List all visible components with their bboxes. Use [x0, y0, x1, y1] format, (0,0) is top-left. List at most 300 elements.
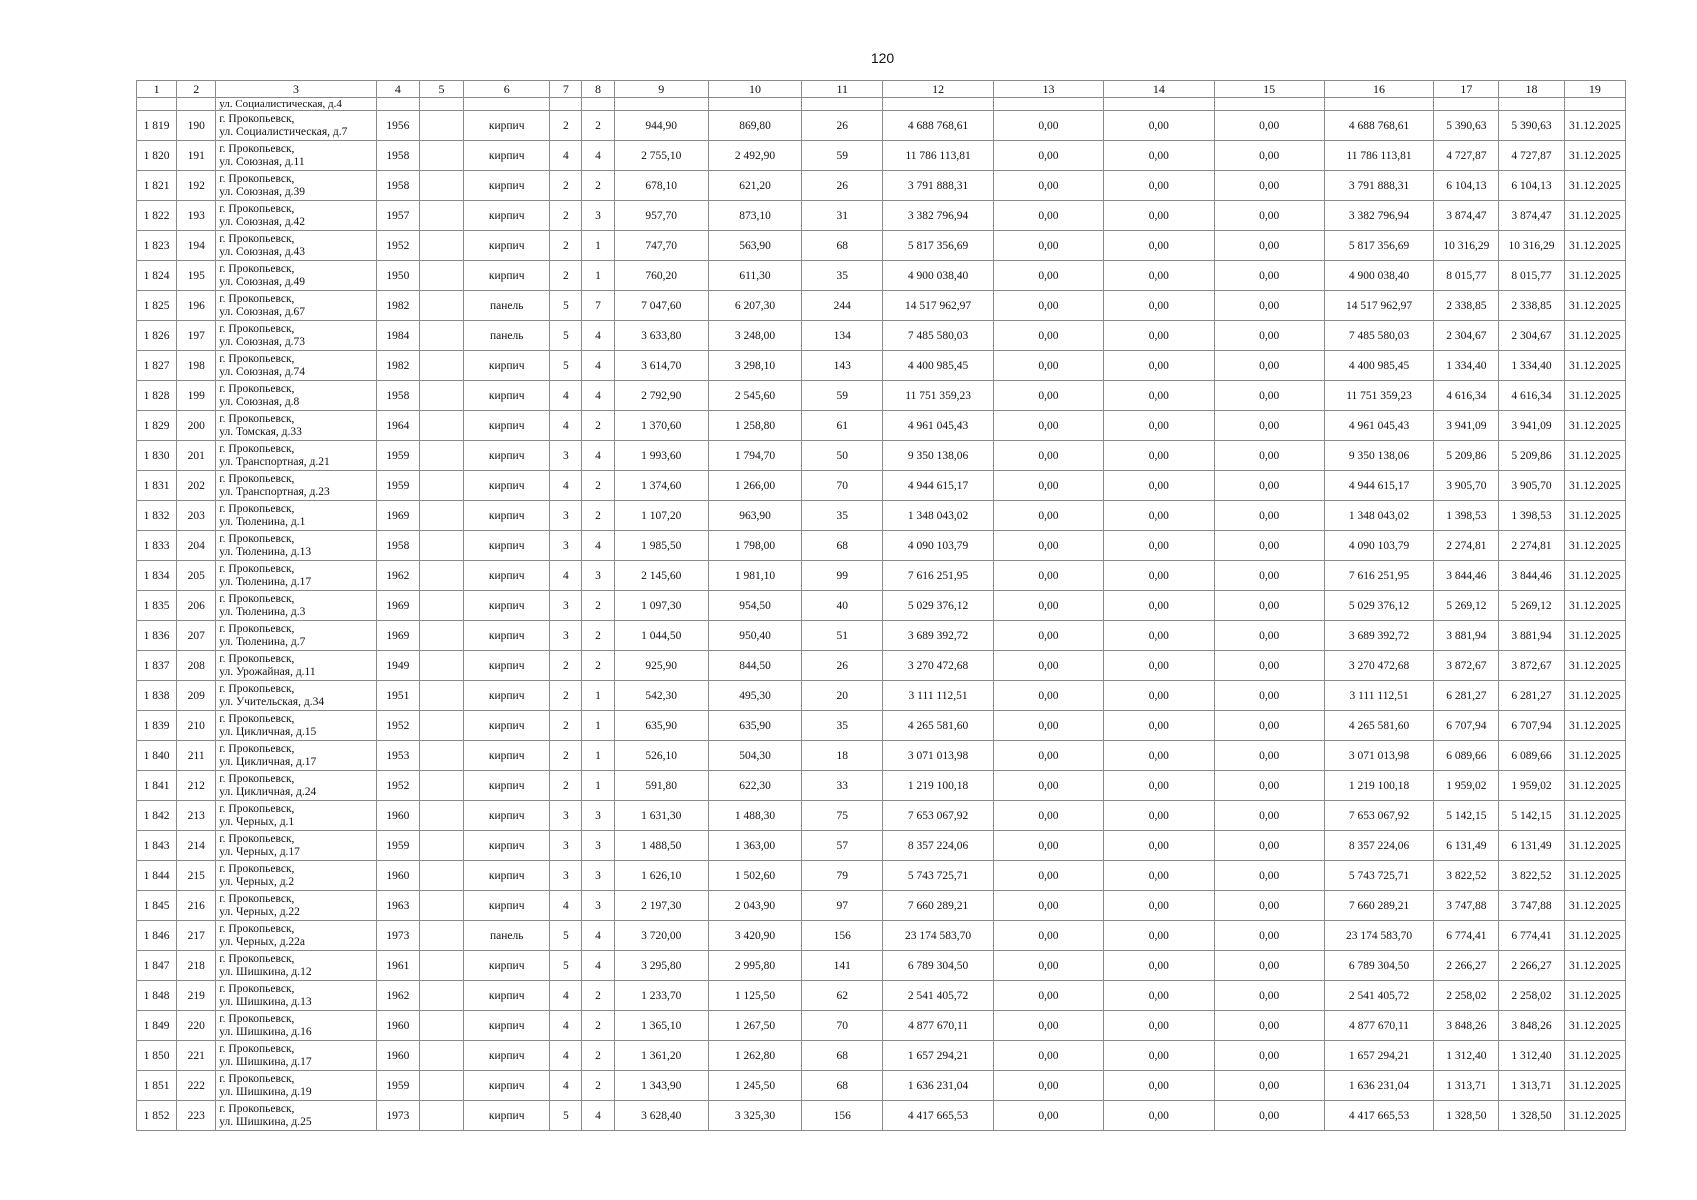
table-cell: 214	[177, 831, 216, 861]
table-cell: 3 298,10	[708, 351, 801, 381]
column-header: 14	[1104, 81, 1214, 98]
table-cell: 61	[802, 411, 883, 441]
table-cell-empty	[419, 231, 463, 261]
address-cell	[216, 801, 377, 831]
table-cell: 0,00	[993, 591, 1103, 621]
table-cell: 4	[550, 1011, 582, 1041]
table-cell: 1 488,30	[708, 801, 801, 831]
table-cell: 747,70	[614, 231, 708, 261]
table-cell: 31.12.2025	[1564, 591, 1625, 621]
table-cell: 1 852	[137, 1101, 177, 1131]
table-cell: 1 829	[137, 411, 177, 441]
table-cell: 3	[550, 861, 582, 891]
table-cell: 0,00	[1214, 501, 1324, 531]
table-cell: 0,00	[1104, 111, 1214, 141]
table-cell: панель	[464, 321, 550, 351]
table-row	[137, 921, 1626, 951]
table-cell: 0,00	[1214, 981, 1324, 1011]
table-cell: 2 197,30	[614, 891, 708, 921]
table-cell: 143	[802, 351, 883, 381]
table-row	[137, 381, 1626, 411]
table-cell-empty	[419, 1101, 463, 1131]
table-cell: 0,00	[1104, 321, 1214, 351]
table-cell: 6 281,27	[1434, 681, 1499, 711]
address-city: г. Прокопьевск,	[219, 802, 295, 815]
table-cell: 0,00	[1214, 921, 1324, 951]
table-cell: 3 747,88	[1499, 891, 1564, 921]
address-cell	[216, 651, 377, 681]
table-cell: 2 492,90	[708, 141, 801, 171]
address-cell	[216, 1071, 377, 1101]
table-cell: 3 844,46	[1499, 561, 1564, 591]
table-cell: 0,00	[993, 981, 1103, 1011]
table-cell: 1 107,20	[614, 501, 708, 531]
table-cell: 3	[550, 531, 582, 561]
column-header: 18	[1499, 81, 1564, 98]
table-cell: 7	[582, 291, 614, 321]
table-cell: 3 872,67	[1434, 651, 1499, 681]
table-cell: 26	[802, 111, 883, 141]
address-street: ул. Союзная, д.67	[219, 305, 306, 318]
table-cell: 1 219 100,18	[883, 771, 993, 801]
table-cell: 211	[177, 741, 216, 771]
table-cell: 156	[802, 1101, 883, 1131]
address-city: г. Прокопьевск,	[219, 352, 295, 365]
table-cell: 1984	[376, 321, 419, 351]
table-cell: 6 089,66	[1434, 741, 1499, 771]
table-cell: кирпич	[464, 141, 550, 171]
table-cell: 1 841	[137, 771, 177, 801]
address-cell	[216, 561, 377, 591]
table-cell: 1 219 100,18	[1324, 771, 1433, 801]
table-cell: 31.12.2025	[1564, 741, 1625, 771]
table-cell: 31.12.2025	[1564, 321, 1625, 351]
table-cell: 0,00	[1104, 741, 1214, 771]
table-cell: 1 844	[137, 861, 177, 891]
table-cell: 1957	[376, 201, 419, 231]
table-cell: 31.12.2025	[1564, 621, 1625, 651]
table-cell: 4 400 985,45	[883, 351, 993, 381]
table-cell: 1 266,00	[708, 471, 801, 501]
table-cell: 3 881,94	[1434, 621, 1499, 651]
table-cell: кирпич	[464, 471, 550, 501]
address-street: ул. Цикличная, д.15	[219, 725, 317, 738]
address-city: г. Прокопьевск,	[219, 562, 295, 575]
table-cell: 31.12.2025	[1564, 141, 1625, 171]
table-cell: 2	[550, 651, 582, 681]
table-cell: 3	[550, 441, 582, 471]
table-cell: 4	[550, 471, 582, 501]
table-cell: 223	[177, 1101, 216, 1131]
table-cell: 0,00	[993, 381, 1103, 411]
table-cell: 1	[582, 771, 614, 801]
table-row	[137, 531, 1626, 561]
table-cell: 0,00	[1104, 1011, 1214, 1041]
table-cell: 198	[177, 351, 216, 381]
table-cell: 2 545,60	[708, 381, 801, 411]
table-cell-empty	[419, 261, 463, 291]
table-cell: кирпич	[464, 831, 550, 861]
table-row	[137, 771, 1626, 801]
address-city: г. Прокопьевск,	[219, 772, 295, 785]
table-cell: кирпич	[464, 771, 550, 801]
table-cell: 7 485 580,03	[1324, 321, 1433, 351]
table-cell: 192	[177, 171, 216, 201]
table-cell: 1951	[376, 681, 419, 711]
table-cell: 0,00	[1104, 801, 1214, 831]
table-cell-empty	[419, 141, 463, 171]
address-street: ул. Тюленина, д.17	[219, 575, 312, 588]
table-row	[137, 231, 1626, 261]
address-city: г. Прокопьевск,	[219, 502, 295, 515]
address-cell	[216, 501, 377, 531]
table-cell: 1 312,40	[1434, 1041, 1499, 1071]
table-cell: 1963	[376, 891, 419, 921]
table-cell: 0,00	[1214, 1041, 1324, 1071]
continued-address: ул. Социалистическая, д.4	[216, 98, 377, 111]
table-cell: 1 820	[137, 141, 177, 171]
table-cell: 209	[177, 681, 216, 711]
page-number: 120	[870, 50, 895, 66]
table-cell: 563,90	[708, 231, 801, 261]
table-cell: 2 274,81	[1499, 531, 1564, 561]
table-cell: 6 131,49	[1499, 831, 1564, 861]
table-cell: 3 941,09	[1499, 411, 1564, 441]
table-cell: 3 248,00	[708, 321, 801, 351]
table-cell: 199	[177, 381, 216, 411]
table-cell: 1	[582, 741, 614, 771]
address-city: г. Прокопьевск,	[219, 952, 295, 965]
address-city: г. Прокопьевск,	[219, 592, 295, 605]
table-cell: 1950	[376, 261, 419, 291]
table-cell: 31.12.2025	[1564, 471, 1625, 501]
table-cell: 215	[177, 861, 216, 891]
table-cell: 1 657 294,21	[1324, 1041, 1433, 1071]
table-cell-empty	[419, 831, 463, 861]
table-cell: 0,00	[1214, 351, 1324, 381]
table-cell: 31.12.2025	[1564, 531, 1625, 561]
table-cell: 4	[582, 321, 614, 351]
table-cell: 0,00	[993, 411, 1103, 441]
table-cell: 950,40	[708, 621, 801, 651]
table-cell: 0,00	[1214, 1101, 1324, 1131]
table-cell: 1 959,02	[1499, 771, 1564, 801]
table-cell: 4	[582, 351, 614, 381]
table-cell: 760,20	[614, 261, 708, 291]
table-cell: 4	[550, 1041, 582, 1071]
table-cell: 2	[582, 501, 614, 531]
table-cell: 0,00	[993, 291, 1103, 321]
table-cell: 6 789 304,50	[883, 951, 993, 981]
table-cell: 2 338,85	[1434, 291, 1499, 321]
table-cell: 0,00	[993, 471, 1103, 501]
address-street: ул. Цикличная, д.17	[219, 755, 317, 768]
table-cell: 5	[550, 1101, 582, 1131]
table-cell: 3 071 013,98	[1324, 741, 1433, 771]
table-cell: 2 304,67	[1499, 321, 1564, 351]
table-cell: 31.12.2025	[1564, 111, 1625, 141]
table-cell: 0,00	[993, 1071, 1103, 1101]
table-cell: 68	[802, 1071, 883, 1101]
table-cell: 3 822,52	[1434, 861, 1499, 891]
table-cell: 7 660 289,21	[1324, 891, 1433, 921]
table-cell: 3 614,70	[614, 351, 708, 381]
table-cell-empty	[419, 801, 463, 831]
table-cell: 0,00	[1214, 891, 1324, 921]
address-cell	[216, 321, 377, 351]
table-cell: 1960	[376, 801, 419, 831]
table-cell: 1959	[376, 471, 419, 501]
table-cell: 3 270 472,68	[1324, 651, 1433, 681]
table-cell: 0,00	[993, 201, 1103, 231]
table-cell: 0,00	[1214, 441, 1324, 471]
table-cell: 141	[802, 951, 883, 981]
table-cell: 1 798,00	[708, 531, 801, 561]
table-cell: 0,00	[1214, 141, 1324, 171]
table-cell: 31.12.2025	[1564, 831, 1625, 861]
table-cell: 11 786 113,81	[883, 141, 993, 171]
table-cell: 5 743 725,71	[1324, 861, 1433, 891]
table-cell: 18	[802, 741, 883, 771]
table-cell: 31.12.2025	[1564, 171, 1625, 201]
address-street: ул. Союзная, д.43	[219, 245, 306, 258]
table-cell: 0,00	[1214, 561, 1324, 591]
table-cell: 0,00	[1104, 681, 1214, 711]
address-cell	[216, 741, 377, 771]
table-cell: 205	[177, 561, 216, 591]
address-cell	[216, 621, 377, 651]
table-cell: 2 541 405,72	[883, 981, 993, 1011]
table-cell: 5 743 725,71	[883, 861, 993, 891]
table-cell: 0,00	[1214, 591, 1324, 621]
table-cell: 635,90	[614, 711, 708, 741]
table-cell: 2	[582, 171, 614, 201]
table-cell: 6 774,41	[1499, 921, 1564, 951]
table-row	[137, 1071, 1626, 1101]
table-cell: 635,90	[708, 711, 801, 741]
table-cell: 1 125,50	[708, 981, 801, 1011]
table-cell: 31.12.2025	[1564, 351, 1625, 381]
table-cell: 216	[177, 891, 216, 921]
table-cell: 8 015,77	[1434, 261, 1499, 291]
table-cell: 31.12.2025	[1564, 1101, 1625, 1131]
table-cell-empty	[419, 1041, 463, 1071]
address-street: ул. Шишкина, д.19	[219, 1085, 312, 1098]
table-cell: кирпич	[464, 171, 550, 201]
table-cell: 0,00	[1214, 171, 1324, 201]
table-cell: 621,20	[708, 171, 801, 201]
table-cell: 1 819	[137, 111, 177, 141]
table-cell: 5 209,86	[1499, 441, 1564, 471]
table-cell: 1 334,40	[1499, 351, 1564, 381]
table-cell: 1 837	[137, 651, 177, 681]
table-cell: 1 361,20	[614, 1041, 708, 1071]
table-cell: 0,00	[1214, 381, 1324, 411]
table-cell: 35	[802, 261, 883, 291]
table-cell: 0,00	[993, 831, 1103, 861]
address-city: г. Прокопьевск,	[219, 142, 295, 155]
address-cell	[216, 891, 377, 921]
table-cell: 3 872,67	[1499, 651, 1564, 681]
table-cell: 944,90	[614, 111, 708, 141]
table-cell: кирпич	[464, 741, 550, 771]
address-street: ул. Союзная, д.39	[219, 185, 306, 198]
table-cell: 4 944 615,17	[1324, 471, 1433, 501]
column-header: 3	[216, 81, 377, 98]
address-city: г. Прокопьевск,	[219, 322, 295, 335]
table-cell: 5 209,86	[1434, 441, 1499, 471]
address-city: г. Прокопьевск,	[219, 652, 295, 665]
address-cell	[216, 471, 377, 501]
table-cell: 7 653 067,92	[883, 801, 993, 831]
address-cell	[216, 1011, 377, 1041]
table-cell: 70	[802, 1011, 883, 1041]
table-cell: 2	[582, 1071, 614, 1101]
table-cell: 1 832	[137, 501, 177, 531]
table-cell: 2	[550, 231, 582, 261]
address-city: г. Прокопьевск,	[219, 1072, 295, 1085]
table-cell: 4 090 103,79	[1324, 531, 1433, 561]
table-row	[137, 501, 1626, 531]
table-cell: 1 794,70	[708, 441, 801, 471]
table-cell: 8 357 224,06	[1324, 831, 1433, 861]
table-cell: 1 233,70	[614, 981, 708, 1011]
table-row	[137, 981, 1626, 1011]
table-cell: 1 502,60	[708, 861, 801, 891]
table-cell: 3 874,47	[1499, 201, 1564, 231]
address-street: ул. Союзная, д.11	[219, 155, 305, 168]
column-header: 9	[614, 81, 708, 98]
table-cell: 0,00	[1104, 381, 1214, 411]
table-cell: 1 835	[137, 591, 177, 621]
table-cell: 844,50	[708, 651, 801, 681]
table-cell-empty	[419, 681, 463, 711]
table-cell: 190	[177, 111, 216, 141]
table-cell: 5 269,12	[1499, 591, 1564, 621]
table-cell: 1969	[376, 591, 419, 621]
column-header: 5	[419, 81, 463, 98]
table-cell: 10 316,29	[1499, 231, 1564, 261]
table-cell: 213	[177, 801, 216, 831]
table-cell: 5 142,15	[1434, 801, 1499, 831]
continued-row	[137, 98, 1626, 111]
table-row	[137, 741, 1626, 771]
table-cell: 2 258,02	[1499, 981, 1564, 1011]
table-cell: 191	[177, 141, 216, 171]
table-cell: 57	[802, 831, 883, 861]
table-cell: кирпич	[464, 591, 550, 621]
table-cell: 4	[550, 1071, 582, 1101]
table-cell: 194	[177, 231, 216, 261]
table-cell: 1 374,60	[614, 471, 708, 501]
table-cell: 0,00	[993, 1101, 1103, 1131]
table-cell: 0,00	[1214, 321, 1324, 351]
address-street: ул. Шишкина, д.13	[219, 995, 312, 1008]
table-cell: 9 350 138,06	[883, 441, 993, 471]
table-cell: 70	[802, 471, 883, 501]
table-cell: 3 791 888,31	[883, 171, 993, 201]
table-row	[137, 1011, 1626, 1041]
table-cell: 9 350 138,06	[1324, 441, 1433, 471]
table-cell: 0,00	[1104, 231, 1214, 261]
table-cell: 0,00	[1104, 1071, 1214, 1101]
table-cell: 1973	[376, 921, 419, 951]
address-city: г. Прокопьевск,	[219, 112, 295, 125]
address-cell	[216, 171, 377, 201]
address-city: г. Прокопьевск,	[219, 982, 295, 995]
table-cell: 0,00	[1104, 891, 1214, 921]
table-cell: кирпич	[464, 111, 550, 141]
table-cell: 1 398,53	[1434, 501, 1499, 531]
address-cell	[216, 771, 377, 801]
address-city: г. Прокопьевск,	[219, 442, 295, 455]
table-cell: 0,00	[1104, 201, 1214, 231]
table-cell: 1956	[376, 111, 419, 141]
address-street: ул. Черных, д.1	[219, 815, 295, 828]
table-cell: 1958	[376, 531, 419, 561]
table-cell: 31.12.2025	[1564, 201, 1625, 231]
table-cell: 0,00	[1104, 261, 1214, 291]
table-row	[137, 291, 1626, 321]
table-cell: 3	[582, 831, 614, 861]
table-cell: 1 843	[137, 831, 177, 861]
table-cell: 0,00	[1104, 441, 1214, 471]
table-cell: кирпич	[464, 261, 550, 291]
table-cell: 3 689 392,72	[1324, 621, 1433, 651]
table-cell: 2	[582, 1011, 614, 1041]
address-street: ул. Союзная, д.42	[219, 215, 306, 228]
address-cell	[216, 711, 377, 741]
address-city: г. Прокопьевск,	[219, 622, 295, 635]
table-cell: 11 751 359,23	[883, 381, 993, 411]
table-cell: 7 485 580,03	[883, 321, 993, 351]
column-header: 19	[1564, 81, 1625, 98]
address-cell	[216, 381, 377, 411]
address-street: ул. Черных, д.22а	[219, 935, 306, 948]
table-cell: 4	[550, 981, 582, 1011]
table-cell: 3 822,52	[1499, 861, 1564, 891]
table-cell-empty	[419, 381, 463, 411]
table-cell: 0,00	[1104, 591, 1214, 621]
table-row	[137, 171, 1626, 201]
table-cell: 0,00	[1104, 291, 1214, 321]
table-cell: 2 266,27	[1434, 951, 1499, 981]
table-cell: 31.12.2025	[1564, 651, 1625, 681]
address-cell	[216, 861, 377, 891]
table-cell: 495,30	[708, 681, 801, 711]
table-cell: 5 390,63	[1499, 111, 1564, 141]
table-cell: 1 985,50	[614, 531, 708, 561]
address-street: ул. Шишкина, д.16	[219, 1025, 312, 1038]
table-cell: 40	[802, 591, 883, 621]
table-cell: 1 312,40	[1499, 1041, 1564, 1071]
table-cell: 2 755,10	[614, 141, 708, 171]
table-cell-empty	[419, 201, 463, 231]
table-cell-empty	[419, 351, 463, 381]
table-cell: 207	[177, 621, 216, 651]
table-cell: 1 833	[137, 531, 177, 561]
table-cell: кирпич	[464, 1041, 550, 1071]
table-cell: 4 417 665,53	[883, 1101, 993, 1131]
table-cell: 4 265 581,60	[883, 711, 993, 741]
table-cell: 31.12.2025	[1564, 291, 1625, 321]
table-cell: кирпич	[464, 381, 550, 411]
table-cell: 134	[802, 321, 883, 351]
table-row	[137, 801, 1626, 831]
table-cell: 1982	[376, 291, 419, 321]
table-cell: 0,00	[1214, 471, 1324, 501]
table-cell: 1 830	[137, 441, 177, 471]
